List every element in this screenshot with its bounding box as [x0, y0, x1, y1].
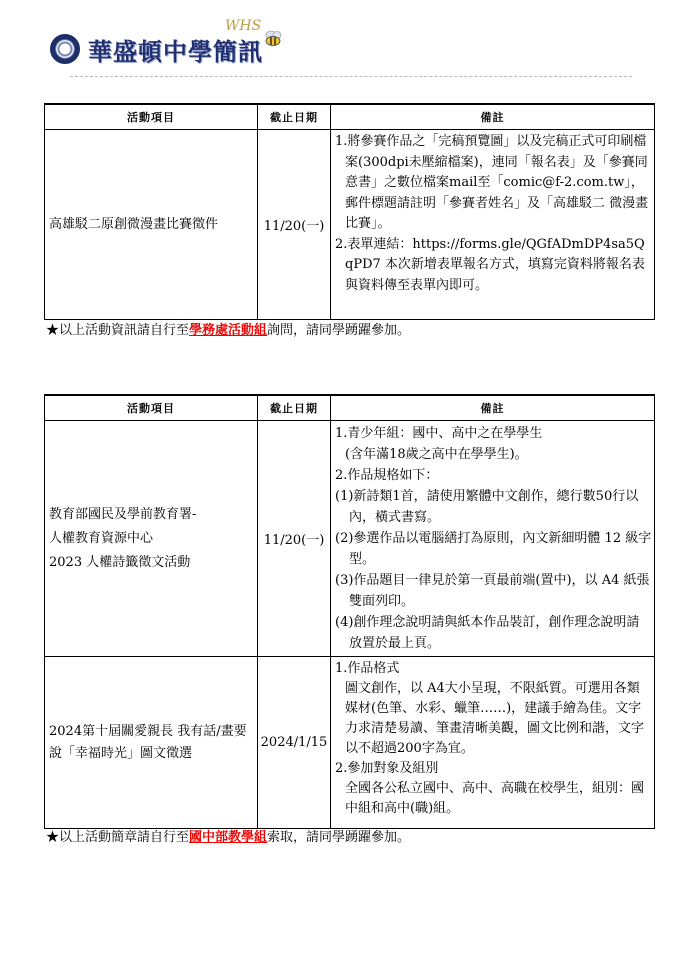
table-row — [45, 421, 655, 657]
activity-name: 2024第十屆關愛親長 我有話/畫要說「幸福時光」圖文徵選 — [45, 657, 258, 829]
header-activity: 活動項目 — [45, 395, 258, 421]
activity-name-line: 教育部國民及學前教育署- — [49, 506, 197, 522]
activity-name: 高雄駁二原創微漫畫比賽徵件 — [45, 130, 258, 320]
note-line: 2.作品規格如下： — [335, 468, 439, 483]
activity-notes — [331, 130, 655, 320]
note-line: (含年滿18歲之高中在學學生)。 — [345, 447, 528, 462]
newsletter-header — [0, 0, 688, 85]
note-line: 全國各公私立國中、高中、高職在校學生，組別：國中組和高中(職)組。 — [345, 781, 645, 816]
note-line: 1.作品格式 — [335, 661, 400, 676]
activity-notes — [331, 657, 655, 829]
footer-suffix: 詢問，請同學踴躍參加。 — [267, 323, 411, 338]
bee-icon — [262, 30, 284, 48]
note-line: (2)參選作品以電腦繕打為原則，內文新細明體 12 級字型。 — [335, 531, 652, 567]
whs-logo-text: WHS — [225, 18, 262, 34]
header-deadline: 截止日期 — [258, 104, 331, 130]
activity-name — [45, 421, 258, 657]
activity-table-1 — [44, 103, 655, 320]
note-line: 圖文創作，以 A4大小呈現，不限紙質。可選用各類媒材(色筆、水彩、蠟筆……)，建議手繪為佳。文字力求清楚易讀、筆畫清晰美觀，圖文比例和諧，文字以不超過200字為宜。 — [345, 681, 645, 756]
note-line: 1.將參賽作品之「完稿預覽圖」以及完稿正式可印刷檔案(300dpi未壓縮檔案)，連同「報名表」及「參賽同意書」之數位檔案mail至「comic@f-2.com.tw」，郵件標題請註明「參賽者姓名」及「高雄駁二 微漫畫比賽」。 — [335, 134, 649, 231]
activity-name-line: 人權教育資源中心 — [49, 530, 154, 546]
header-notes: 備註 — [331, 104, 655, 130]
deadline-date: 2024/1/15 — [258, 657, 331, 829]
deadline-date: 11/20(一) — [258, 421, 331, 657]
footer-suffix: 索取，請同學踴躍參加。 — [267, 830, 411, 845]
note-line: 1.青少年組：國中、高中之在學學生 — [335, 426, 543, 441]
deadline-date: 11/20(一) — [258, 130, 331, 320]
footer-note-2 — [46, 826, 410, 845]
note-line: (3)作品題目一律見於第一頁最前端(置中)，以 A4 紙張雙面列印。 — [335, 573, 650, 609]
footer-prefix: ★以上活動資訊請自行至 — [46, 323, 190, 338]
office-highlight: 國中部教學組 — [189, 830, 268, 845]
table-row — [45, 657, 655, 829]
table-row — [45, 130, 655, 320]
header-deadline: 截止日期 — [258, 395, 331, 421]
note-line: 2.表單連結：https://forms.gle/QGfADmDP4sa5QqPD7 本次新增表單報名方式，填寫完資料將報名表與資料傳至表單內即可。 — [335, 236, 645, 293]
school-seal-icon — [50, 34, 80, 64]
header-activity: 活動項目 — [45, 104, 258, 130]
footer-prefix: ★以上活動簡章請自行至 — [46, 830, 190, 845]
note-line: (4)創作理念說明請與紙本作品裝訂，創作理念說明請放置於最上頁。 — [335, 615, 640, 651]
activity-name-line: 2023 人權詩籤徵文活動 — [49, 554, 191, 570]
activity-table-2 — [44, 394, 655, 829]
note-line: 2.參加對象及組別 — [335, 761, 439, 776]
newsletter-title: 華盛頓中學簡訊 — [88, 38, 263, 66]
header-divider — [70, 76, 632, 77]
office-highlight: 學務處活動組 — [189, 323, 268, 338]
header-notes: 備註 — [331, 395, 655, 421]
footer-note-1 — [46, 319, 410, 338]
note-line: (1)新詩類1首，請使用繁體中文創作，總行數50行以內，橫式書寫。 — [335, 489, 639, 525]
activity-notes — [331, 421, 655, 657]
